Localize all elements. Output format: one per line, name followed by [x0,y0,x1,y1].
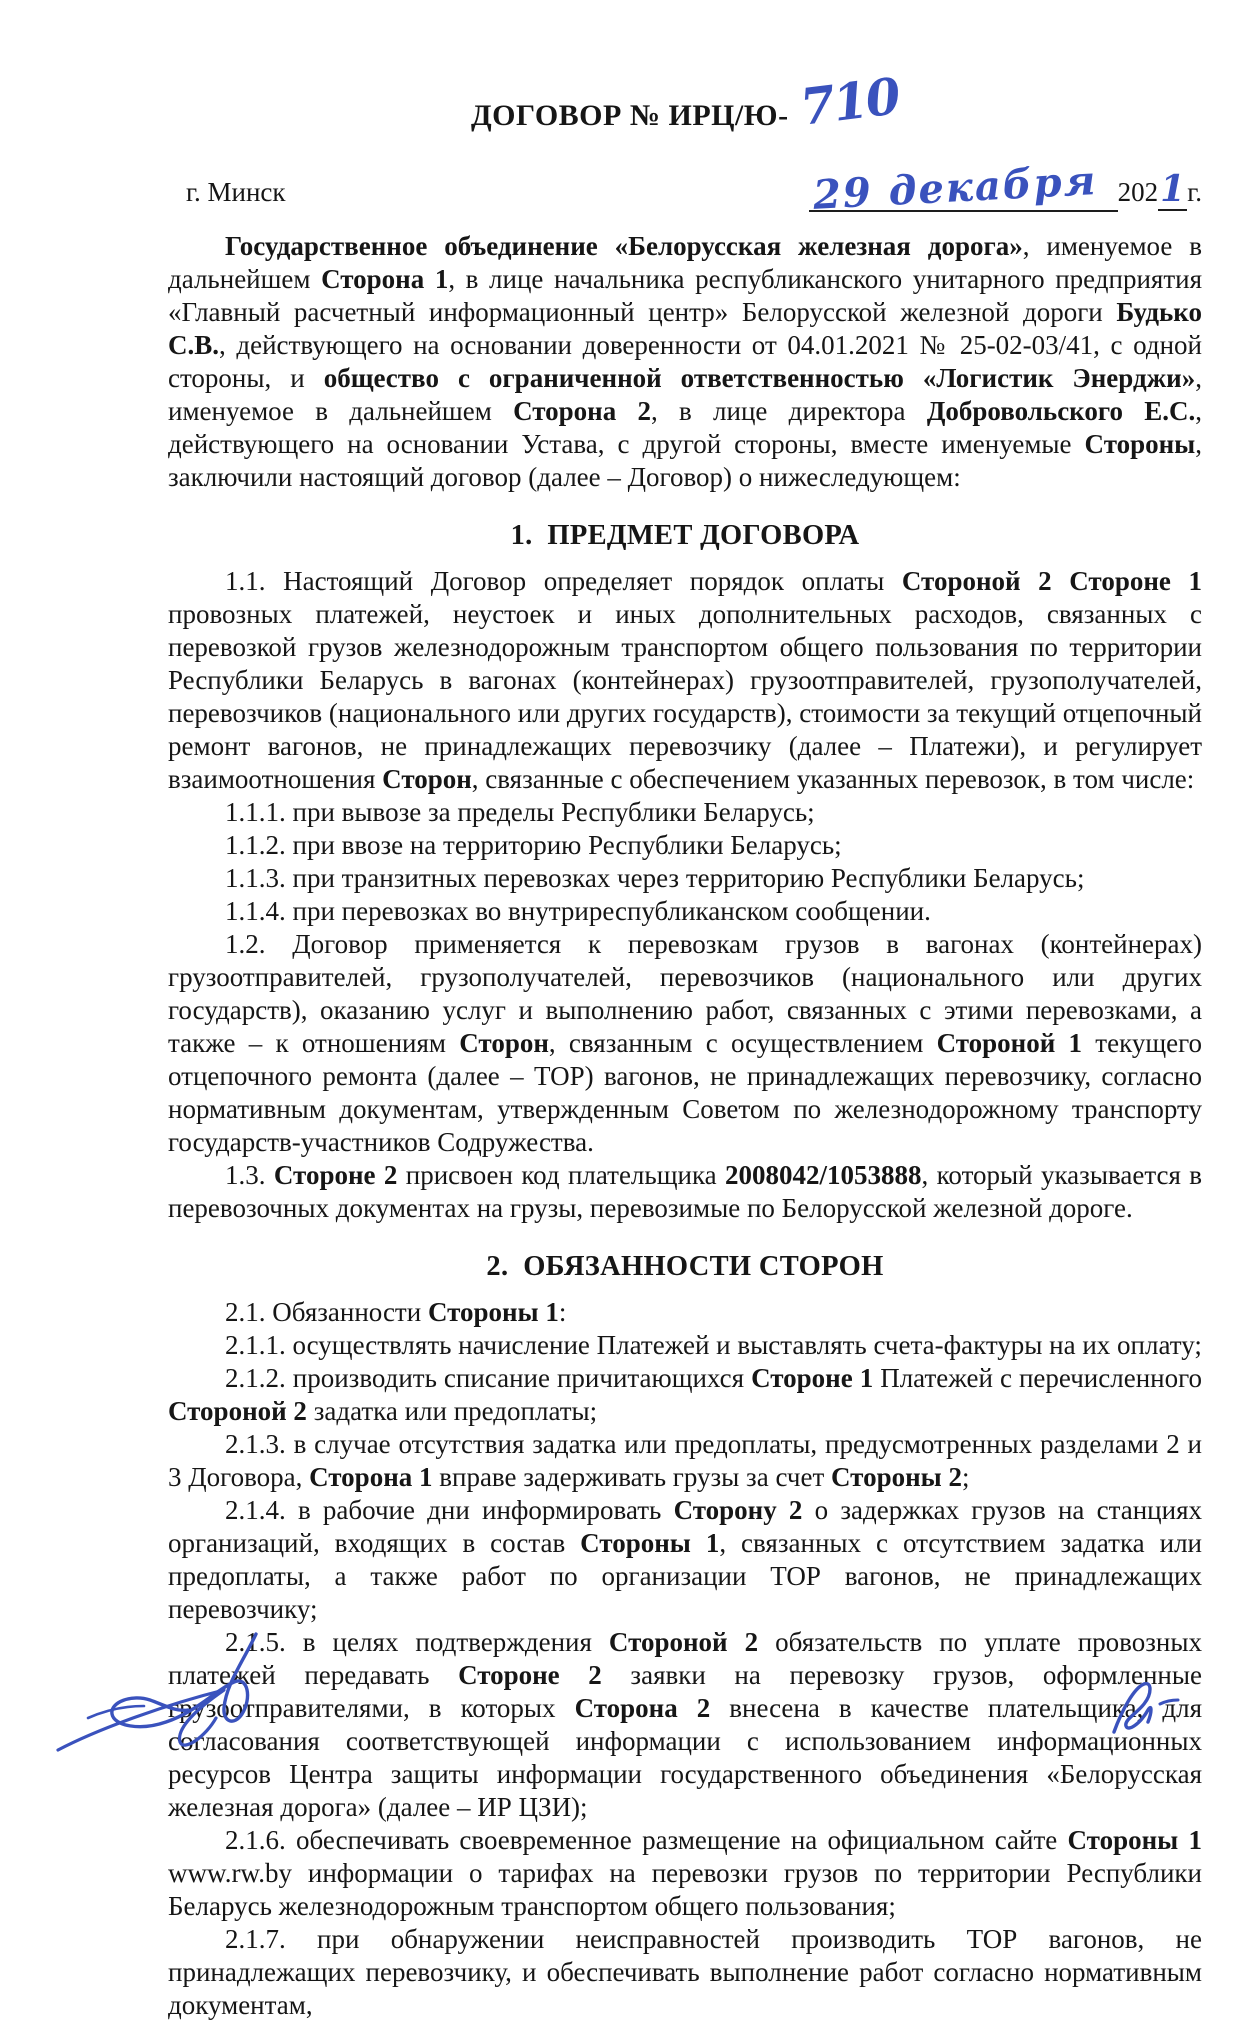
contract-body [168,230,1202,2022]
city-label: г. Минск [186,177,286,207]
clause-2-1-1: 2.1.1. осуществлять начисление Платежей и выставлять счета-фактуры на их оплату; [225,1330,1202,1360]
section-2-heading: 2. ОБЯЗАННОСТИ СТОРОН [486,1251,884,1282]
date-line [809,157,1202,219]
clause-1-2: 1.2. Договор применяется к перевозкам грузов в вагонах (контейнерах) грузоотправителей, грузополучателей, перевозчиков (национального или других государств), оказанию услуг и выполнению работ, связанных с этими перевозками, а также – к отношениям Сторон, связанным с осуществлением Стороной 1 текущего отцепочного ремонта (далее – ТОР) вагонов, не принадлежащих перевозчику, согласно нормативным документам, утвержденным Советом по железнодорожному транспорту государств-участников Содружества. [168,929,1203,1157]
section-1-heading: 1. ПРЕДМЕТ ДОГОВОРА [510,520,860,551]
clause-1-1-2: 1.1.2. при ввозе на территорию Республики Беларусь; [225,830,842,860]
preamble-paragraph: Государственное объединение «Белорусская железная дорога», именуемое в дальнейшем Сторона 1, в лице начальника республиканского унитарного предприятия «Главный расчетный информационный центр» Белорусской железной дороги Будько С.В., действующего на основании доверенности от 04.01.2021 № 25-02-03/41, с одной стороны, и общество с ограниченной ответственностью «Логистик Энерджи», именуемое в дальнейшем Сторона 2, в лице директора Добровольского Е.С., действующего на основании Устава, с другой стороны, вместе именуемые Стороны, заключили настоящий договор (далее – Договор) о нижеследующем: [168,231,1203,492]
clause-2-1-3: 2.1.3. в случае отсутствия задатка или предоплаты, предусмотренных разделами 2 и 3 Договора, Сторона 1 вправе задерживать грузы за счет Стороны 2; [168,1429,1202,1492]
clause-1-1-3: 1.1.3. при транзитных перевозках через территорию Республики Беларусь; [225,863,1085,893]
clause-2-1-7: 2.1.7. при обнаружении неисправностей производить ТОР вагонов, не принадлежащих перевозчику, и обеспечивать выполнение работ согласно нормативным документам, [168,1924,1202,2020]
date-year-suffix: г. [1187,177,1202,207]
document-title-row [168,66,1202,142]
handwritten-date-day-month: 29 декабря [812,157,1099,219]
clause-1-1-4: 1.1.4. при перевозках во внутриреспубликанском сообщении. [225,896,931,926]
date-year-printed: 202 [1117,177,1159,207]
handwritten-year-digit: 1 [1160,168,1186,210]
clause-1-1: 1.1. Настоящий Договор определяет порядок оплаты Стороной 2 Стороне 1 провозных платежей, неустоек и иных дополнительных расходов, связанных с перевозкой грузов железнодорожным транспортом общего пользования по территории Республики Беларусь в вагонах (контейнерах) грузоотправителей, грузополучателей, перевозчиков (национального или других государств), стоимости за текущий отцепочный ремонт вагонов, не принадлежащих перевозчику (далее – Платежи), и регулирует взаимоотношения Сторон, связанные с обеспечением указанных перевозок, в том числе: [168,566,1203,794]
clause-2-1-4: 2.1.4. в рабочие дни информировать Сторону 2 о задержках грузов на станциях организаций, входящих в состав Стороны 1, связанных с отсутствием задатка или предоплаты, а также работ по организации ТОР вагонов, не принадлежащих перевозчику; [168,1495,1202,1624]
clause-2-1-5: 2.1.5. в целях подтверждения Стороной 2 обязательств по уплате провозных платежей передавать Стороне 2 заявки на перевозку грузов, оформленные грузоотправителями, в которых Сторона 2 внесена в качестве плательщика, для согласования соответствующей информации с использованием информационных ресурсов Центра защиты информации государственного объединения «Белорусская железная дорога» (далее – ИР ЦЗИ); [168,1627,1203,1822]
clause-2-1-2: 2.1.2. производить списание причитающихся Стороне 1 Платежей с перечисленного Стороной 2 задатка или предоплаты; [168,1363,1202,1426]
clause-2-1-6: 2.1.6. обеспечивать своевременное размещение на официальном сайте Стороны 1 www.rw.by информации о тарифах на перевозки грузов по территории Республики Беларусь железнодорожным транспортом общего пользования; [168,1825,1202,1921]
handwritten-contract-number: 710 [796,66,902,137]
clause-2-1: 2.1. Обязанности Стороны 1: [225,1297,567,1327]
clause-1-1-1: 1.1.1. при вывозе за пределы Республики Беларусь; [225,797,815,827]
document-title: ДОГОВОР № ИРЦ/Ю- [471,99,789,132]
city-date-row [168,157,1202,219]
clause-1-3: 1.3. Стороне 2 присвоен код плательщика 2008042/1053888, который указывается в перевозочных документах на грузы, перевозимые по Белорусской железной дороге. [168,1160,1202,1223]
